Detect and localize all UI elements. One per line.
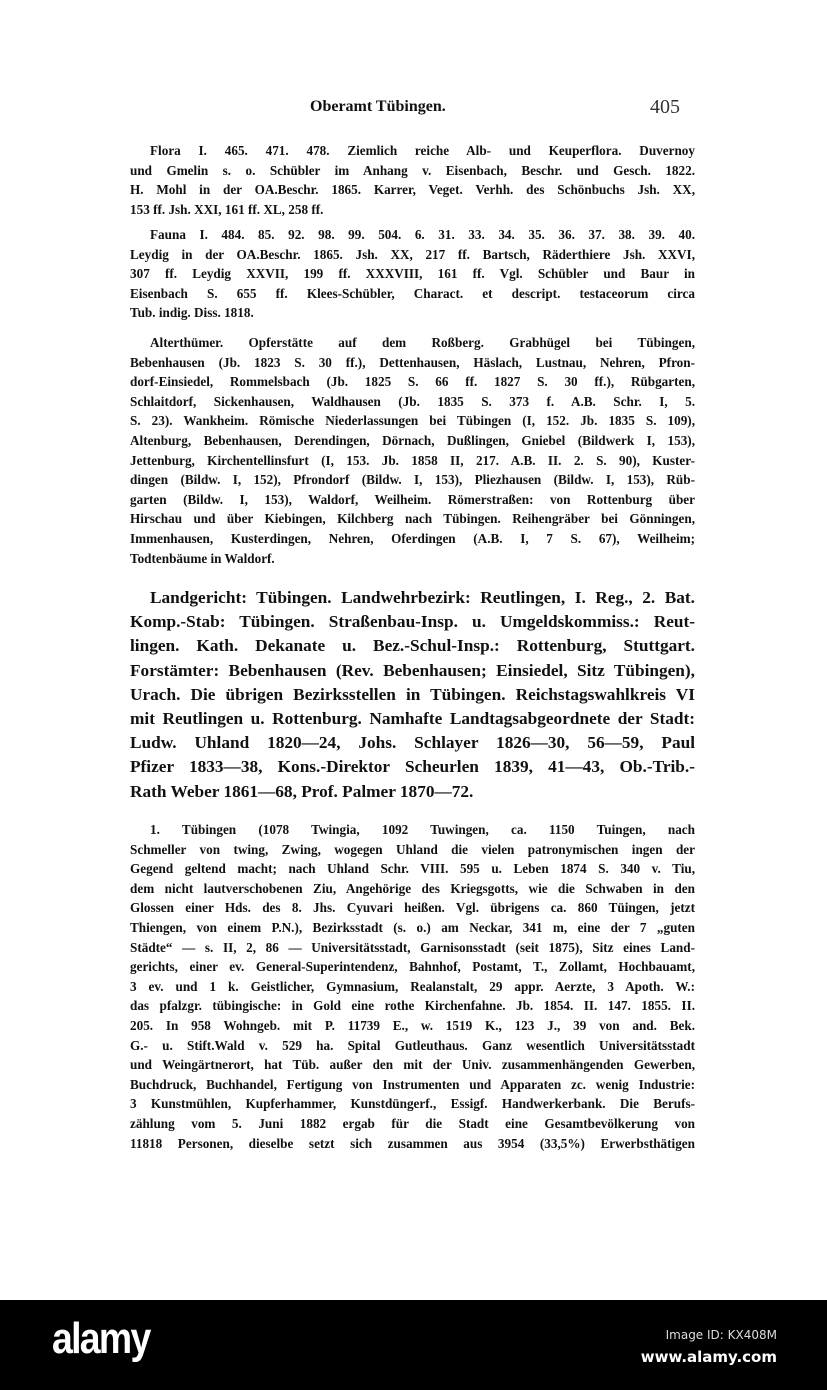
text-line: Todtenbäume in Waldorf.: [130, 550, 275, 566]
text-line: Ludw. Uhland 1820—24, Johs. Schlayer 1826—30, 56—59, Paul: [130, 733, 695, 753]
text-line: und Weingärtnerort, hat Tüb. außer den mit der Univ. zusammenhängenden Gewerben,: [130, 1057, 695, 1073]
text-line: Schmeller von twing, Zwing, wogegen Uhland die vielen patronymischen ingen der: [130, 841, 695, 857]
text-line: Urach. Die übrigen Bezirksstellen in Tübingen. Reichstagswahlkreis VI: [130, 684, 695, 704]
text-line: Eisenbach S. 655 ff. Klees-Schübler, Charact. et descript. testaceorum circa: [130, 285, 695, 301]
text-line: Städte“ — s. II, 2, 86 — Universitätsstadt, Garnisonsstadt (seit 1875), Sitz eines Land-: [130, 939, 695, 955]
text-line: gerichts, einer ev. General-Superintendenz, Bahnhof, Postamt, T., Zollamt, Hochbauamt,: [130, 959, 695, 975]
text-line: 307 ff. Leydig XXVII, 199 ff. XXXVIII, 161 ff. Vgl. Schübler und Baur in: [130, 266, 695, 282]
page-number: 405: [650, 96, 680, 118]
image-id: Image ID: KX408M: [665, 1328, 777, 1342]
text-line: Flora I. 465. 471. 478. Ziemlich reiche Alb- und Keuperflora. Duvernoy: [150, 143, 695, 158]
paragraph-flora: [130, 141, 695, 219]
text-line: 205. In 958 Wohngeb. mit P. 11739 E., w. 1519 K., 123 J., 39 von and. Bek.: [130, 1017, 695, 1033]
text-line: das pfalzgr. tübingische: in Gold eine rothe Kirchenfahne. Jb. 1854. II. 147. 1855. II.: [130, 998, 695, 1014]
text-line: 1. Tübingen (1078 Twingia, 1092 Tuwingen, ca. 1150 Tuingen, nach: [150, 822, 695, 837]
text-line: Jettenburg, Kirchentellinsfurt (I, 153. Jb. 1858 II, 217. A.B. II. 2. S. 90), Kuster-: [130, 452, 695, 468]
text-line: Altenburg, Bebenhausen, Derendingen, Dörnach, Dußlingen, Gniebel (Bildwerk I, 153),: [130, 432, 695, 448]
text-line: mit Reutlingen u. Rottenburg. Namhafte Landtagsabgeordnete der Stadt:: [130, 709, 695, 729]
text-line: 11818 Personen, dieselbe setzt sich zusammen aus 3954 (33,5%) Erwerbsthätigen: [130, 1135, 695, 1151]
text-line: Komp.-Stab: Tübingen. Straßenbau-Insp. u. Umgeldskommiss.: Reut-: [130, 612, 695, 632]
text-line: Rath Weber 1861—68, Prof. Palmer 1870—72.: [130, 781, 474, 801]
text-line: Alterthümer. Opferstätte auf dem Roßberg. Grabhügel bei Tübingen,: [150, 335, 695, 350]
text-line: Immenhausen, Kusterdingen, Nehren, Oferdingen (A.B. I, 7 S. 67), Weilheim;: [130, 530, 695, 546]
text-line: Thiengen, von einem P.N.), Bezirksstadt (s. o.) am Neckar, 341 m, eine der 7 „guten: [130, 919, 695, 935]
site-url: www.alamy.com: [640, 1348, 777, 1366]
text-line: Hirschau und über Kiebingen, Kilchberg nach Tübingen. Reihengräber bei Gönningen,: [130, 511, 695, 527]
text-line: S. 23). Wankheim. Römische Niederlassungen bei Tübingen (I, 152. Jb. 1835 S. 109),: [130, 413, 695, 429]
text-line: lingen. Kath. Dekanate u. Bez.-Schul-Insp.: Rottenburg, Stuttgart.: [130, 636, 695, 656]
text-line: 3 Kunstmühlen, Kupferhammer, Kunstdüngerf., Essigf. Handwerkerbank. Die Berufs-: [130, 1096, 695, 1112]
text-line: Tub. indig. Diss. 1818.: [130, 305, 254, 321]
text-line: Schlaitdorf, Sickenhausen, Waldhausen (Jb. 1835 S. 373 f. A.B. Schr. I, 5.: [130, 393, 695, 409]
text-line: 153 ff. Jsh. XXI, 161 ff. XL, 258 ff.: [130, 201, 324, 217]
page-header: [0, 98, 827, 122]
watermark-bar: [0, 1300, 827, 1390]
text-line: Fauna I. 484. 85. 92. 98. 99. 504. 6. 31. 33. 34. 35. 36. 37. 38. 39. 40.: [150, 227, 695, 242]
running-title: Oberamt Tübingen.: [310, 98, 446, 115]
text-line: Gegend geltend macht; nach Uhland Schr. VIII. 595 u. Leben 1874 S. 340 v. Tiu,: [130, 861, 695, 877]
text-line: Leydig in der OA.Beschr. 1865. Jsh. XX, 217 ff. Bartsch, Räderthiere Jsh. XXVI,: [130, 246, 695, 262]
text-line: 3 ev. und 1 k. Geistlicher, Gymnasium, Realanstalt, 29 appr. Aerzte, 3 Apoth. W.:: [130, 978, 695, 994]
paragraph-tuebingen: [130, 820, 695, 1153]
text-line: dem nicht lautverschobenen Ziu, Angehörige des Kriegsgotts, wie die Schwaben in den: [130, 880, 695, 896]
paragraph-fauna: [130, 225, 695, 323]
text-line: Bebenhausen (Jb. 1823 S. 30 ff.), Dettenhausen, Häslach, Lustnau, Nehren, Pfron-: [130, 354, 695, 370]
text-line: dingen (Bildw. I, 152), Pfrondorf (Bildw. I, 153), Pliezhausen (Bildw. I, 153), Rüb-: [130, 472, 695, 488]
text-line: Landgericht: Tübingen. Landwehrbezirk: Reutlingen, I. Reg., 2. Bat.: [150, 588, 695, 607]
paragraph-landgericht: [130, 586, 695, 804]
text-line: garten (Bildw. I, 153), Waldorf, Weilheim. Römerstraßen: von Rottenburg über: [130, 491, 695, 507]
text-line: Forstämter: Bebenhausen (Rev. Bebenhausen; Einsiedel, Sitz Tübingen),: [130, 660, 695, 680]
text-line: H. Mohl in der OA.Beschr. 1865. Karrer, Veget. Verhh. des Schönbuchs Jsh. XX,: [130, 182, 695, 198]
text-line: Buchdruck, Buchhandel, Fertigung von Instrumenten und Apparaten zc. wenig Industrie:: [130, 1076, 695, 1092]
text-line: und Gmelin s. o. Schübler im Anhang v. Eisenbach, Beschr. und Gesch. 1822.: [130, 162, 695, 178]
paragraph-alterthuemer: [130, 333, 695, 568]
text-line: Pfizer 1833—38, Kons.-Direktor Scheurlen 1839, 41—43, Ob.-Trib.-: [130, 757, 695, 777]
text-line: dorf-Einsiedel, Rommelsbach (Jb. 1825 S. 66 ff. 1827 S. 30 ff.), Rübgarten,: [130, 374, 695, 390]
text-line: zählung vom 5. Juni 1882 ergab für die Stadt eine Gesamtbevölkerung von: [130, 1115, 695, 1131]
alamy-logo: alamy: [52, 1314, 150, 1363]
text-line: Glossen einer Hds. des 8. Jhs. Cyuvari heißen. Vgl. übrigens ca. 860 Tüingen, jetzt: [130, 900, 695, 916]
text-line: G.- u. Stift.Wald v. 529 ha. Spital Gutleuthaus. Ganz wesentlich Universitätsstadt: [130, 1037, 695, 1053]
